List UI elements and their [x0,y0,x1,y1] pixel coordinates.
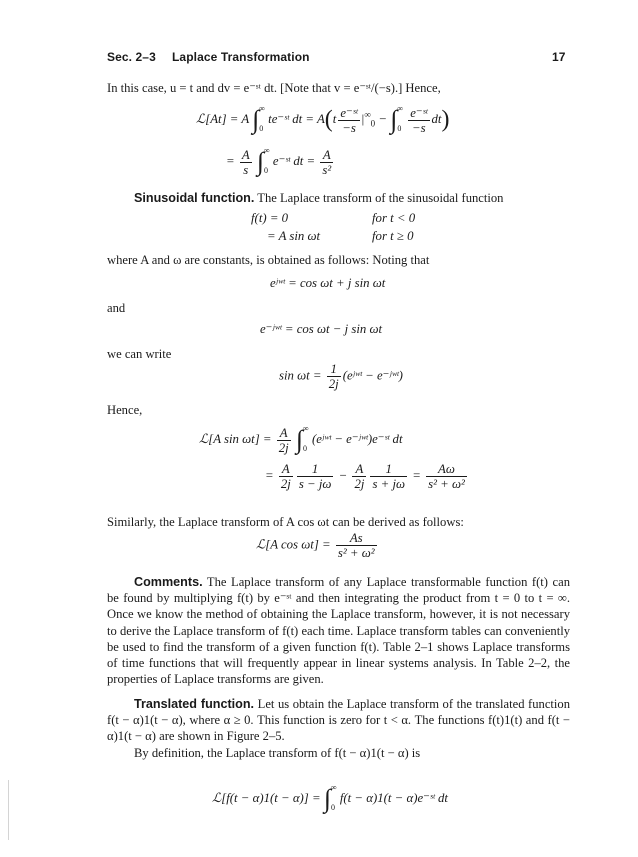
equation-laplace-translated: ℒ[f(t − $\alpha)1(t - \alpha)] = \int_0^\infty$ f(t − α)1(t − α)e⁻ˢᵗ dt [212,783,448,814]
equation-laplace-sin-result [265,462,469,491]
lsin-lhs: ℒ[A sin ωt] = [199,432,272,446]
equals: = [265,468,274,483]
sin-rhs: (eʲʷᵗ − e⁻ʲʷᵗ) [342,368,403,383]
similarly-line: Similarly, the Laplace transform of A cos ωt can be derived as follows: [107,515,464,529]
minus-sign: − [378,112,387,126]
fraction-A-s2: $\frac{A}{\text{s²}}$ [322,147,332,177]
limit-inf: ∞ [259,104,265,113]
fraction-A-2j-b: $\frac{A}{2j}$ [354,462,365,491]
translated-paragraph [107,696,570,761]
paren-close: ) [441,106,450,133]
f-def-cond-1: for t < 0 [372,211,416,225]
header-chapter: Laplace Transformation [172,50,310,64]
dt: dt [431,112,442,126]
sin-lhs: sin ωt = [279,368,322,383]
equals: = [412,468,421,483]
fraction-Aw: $\frac{A\omega}{\text{s² + ω²}}$ [428,462,465,491]
hence-line: Hence, [107,403,143,417]
intro-line: In this case, u = t and dv = e⁻ˢᵗ dt. [Note that v = e⁻ˢᵗ/(−s).] Hence, [107,81,441,95]
integral-sign: ∫ [390,105,398,135]
we-can-write-line: we can write [107,347,172,361]
comments-text: The Laplace transform of any Laplace transformable function f(t) can be found by multiplying f(t) by e⁻ˢᵗ and then integrating the product from t = 0 to t = ∞. Once we know the method of obtaining the Laplace transform, however, it is not necessary to derive the Laplace transform of f(t) each time. Laplace transform tables can conveniently be used to find the transform of a given function f(t). Table 2–1 shows Laplace transforms of time functions that will frequently appear in linear systems analysis. In Table 2–2, the properties of Laplace transforms are given. [107,575,571,687]
by-definition-text: By definition, the Laplace transform of f(t − α)1(t − α) is [134,745,421,760]
page-number: 17 [552,50,566,64]
lcos-lhs: ℒ[A cos ωt] = [256,537,331,552]
sinusoidal-paragraph [134,190,503,206]
lsin-integrand: (eʲʷᵗ − e⁻ʲʷᵗ)e⁻ˢᵗ dt [311,432,403,446]
eq2-integrand: e⁻ˢᵗ dt = [272,154,316,168]
translated-heading: Translated function. [134,697,255,711]
fraction-e-st-2: $\frac{\text{e⁻ˢᵗ}}{-s}$ [410,105,428,135]
and-line: and [107,301,126,315]
final-lhs: ℒ[f(t − α)1(t − α)] = [212,791,321,805]
binding-mark [8,780,9,840]
fraction-A-s: $\frac{A}{s}$ [241,147,250,177]
comments-paragraph [107,574,570,687]
equation-laplace-At: ℒ[At] = A $\int_0^\infty$ te⁻ˢᵗ dt = A(t $\frac{\text{e⁻ˢᵗ}}{-s}$ $|^\infty_0 - \int_0^\infty$ $\frac{\text{e⁻ˢᵗ}}{-s}$ dt) [196,104,450,135]
f-def-line-2: = A sin ωt [267,229,321,243]
final-integrand: f(t − α)1(t − α)e⁻ˢᵗ dt [339,791,448,805]
equation-sin-expansion [279,362,403,391]
eq1-integrand: te⁻ˢᵗ dt = A [268,112,325,126]
fraction-As: $\frac{As}{\text{s² + ω²}}$ [337,531,375,560]
fraction-A-2j: $\frac{A}{2j}$ [278,425,289,455]
euler-identity-2: e⁻ʲʷᵗ = cos ωt − j sin ωt [260,322,383,336]
integral-sign: ∫ [323,784,331,814]
integral-sign: ∫ [256,147,264,177]
header-section: Sec. 2–3 [107,50,156,64]
sinusoidal-heading: Sinusoidal function. [134,191,255,205]
paren-open: ( [324,106,333,133]
eval-bar: $|^\infty_0$ [361,109,376,129]
equation-laplace-At-result: = $\frac{A}{s}$ $\int_0^\infty$ e⁻ˢᵗ dt = $\frac{A}{\text{s²}}$ [226,146,332,177]
f-def-cond-2: for t ≥ 0 [372,229,414,243]
limit-0: 0 [259,124,264,133]
minus-sign: − [338,468,348,483]
sinusoidal-intro: The Laplace transform of the sinusoidal function [257,191,504,205]
fraction-A-2j-a: $\frac{A}{2j}$ [280,462,291,491]
equals: = [226,154,235,168]
where-line: where A and ω are constants, is obtained as follows: Noting that [107,253,430,267]
equation-laplace-cos [256,531,379,560]
integral-sign: ∫ [252,105,260,135]
translated-text: Let us obtain the Laplace transform of the translated function f(t − α)1(t − α), where α ≥ 0. This function is zero for t < α. The functions f(t)1(t) and f(t − α)1(t − α) are shown in Figure 2–5. [107,697,571,744]
f-def-line-1: f(t) = 0 [251,211,289,225]
equation-laplace-sin: ℒ[A sin ωt] = $\frac{A}{2j}$ $\int_0^\infty$ (eʲʷᵗ − e⁻ʲʷᵗ)e⁻ˢᵗ dt [199,424,403,455]
euler-identity-1: eʲʷᵗ = cos ωt + j sin ωt [270,276,386,290]
fraction-1-s-minus: $\frac{1}{s - j\omega}$ [298,462,332,491]
fraction-e-st: $\frac{\text{e⁻ˢᵗ}}{-s}$ [340,105,358,135]
fraction-1-s-plus: $\frac{1}{s + j\omega}$ [372,462,406,491]
fraction-1-2j: $\frac{1}{2j}$ [328,362,339,391]
eq1-lhs: ℒ[At] = A [196,112,249,126]
integral-sign: ∫ [295,425,304,455]
comments-heading: Comments. [134,575,203,589]
